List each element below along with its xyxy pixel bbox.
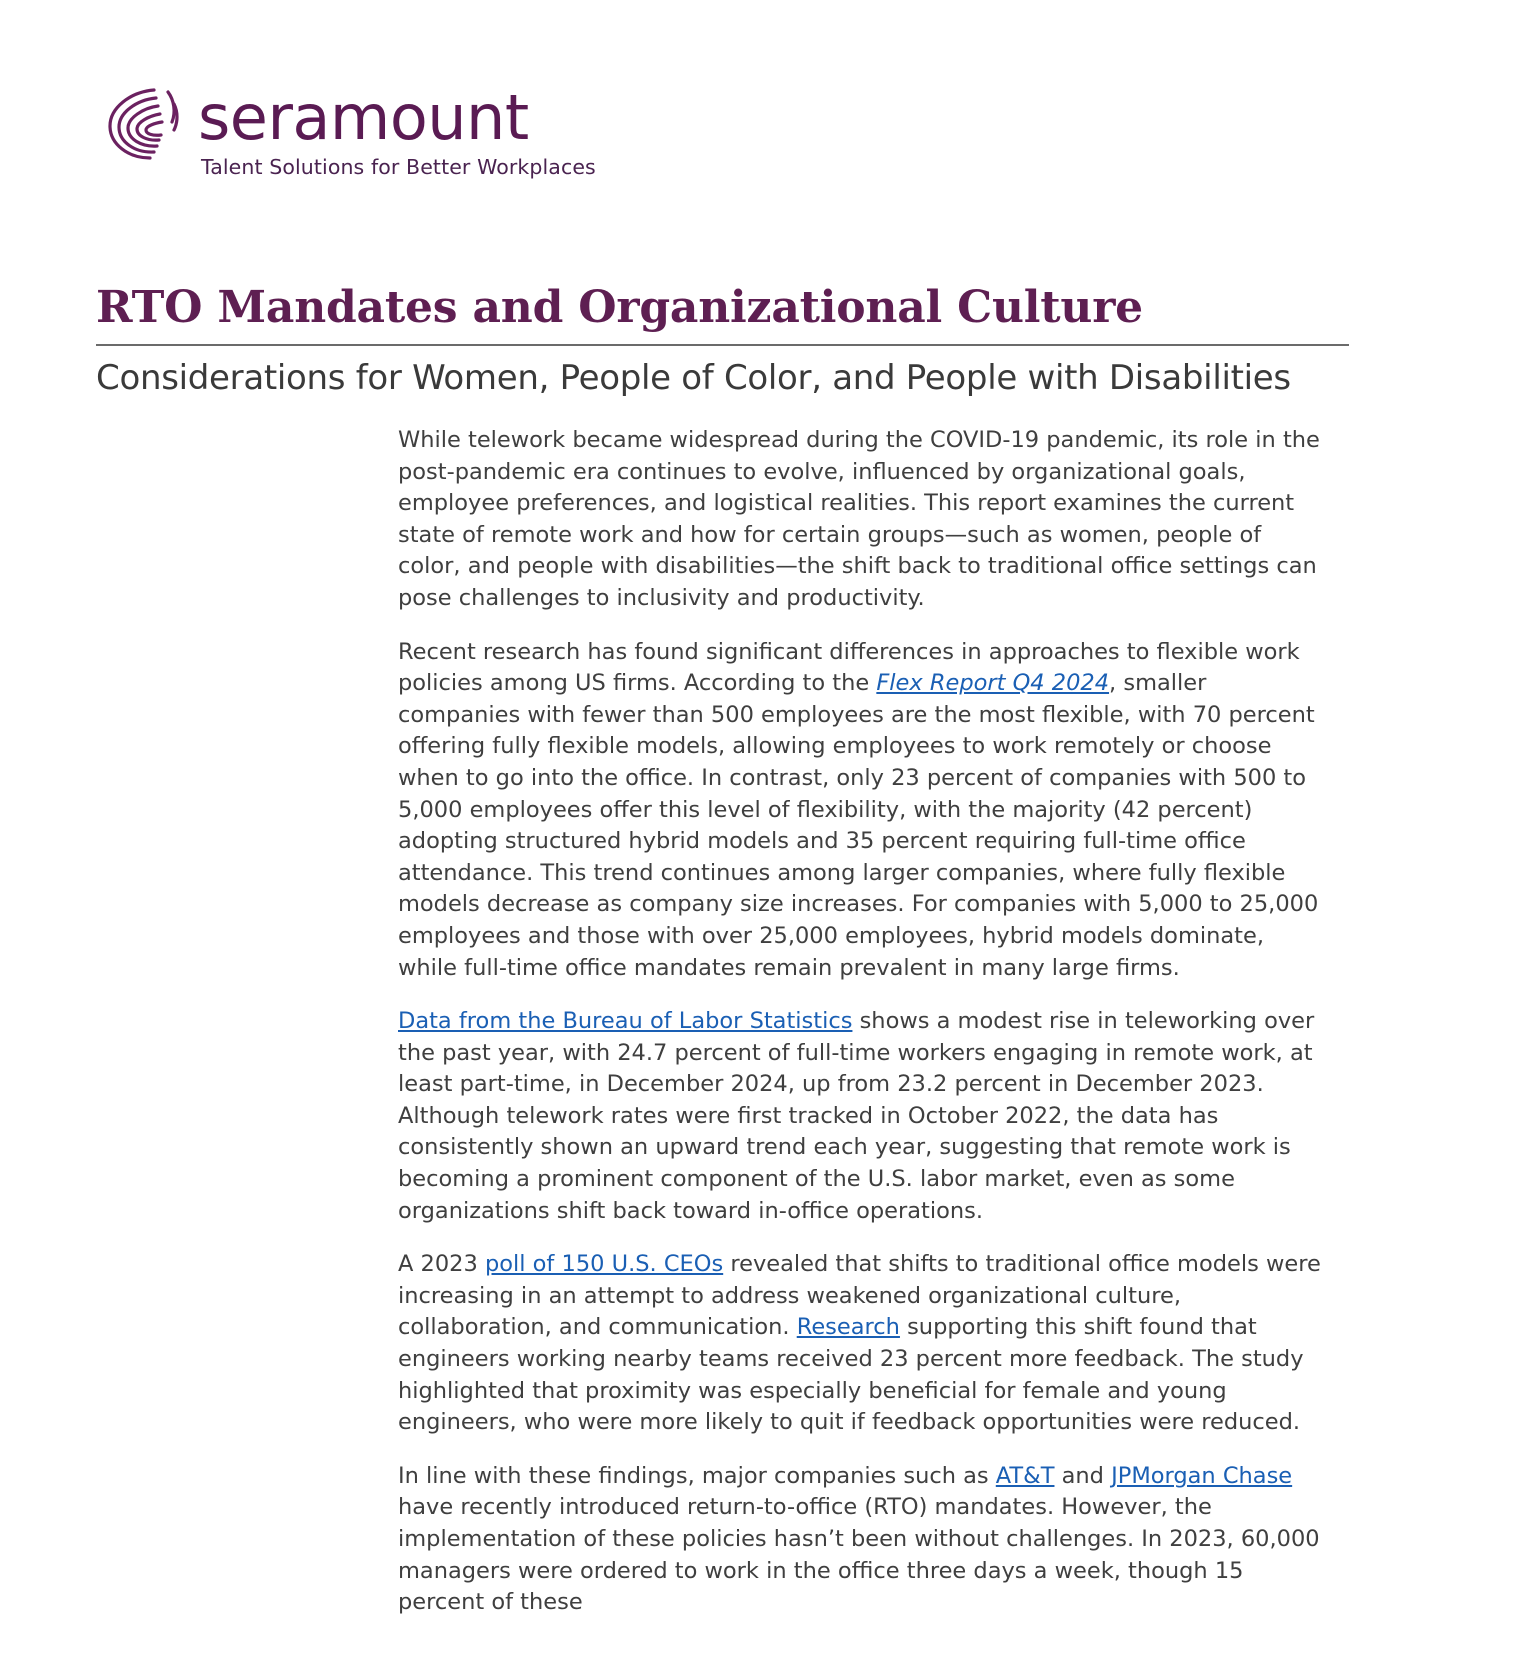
link-att[interactable]: AT&T [995, 1462, 1055, 1489]
title-divider [96, 344, 1349, 346]
paragraph-4-text-c: supporting this shift found that engineers working nearby teams received 23 percent more feedback. The study highlighted that proximity was especially beneficial for female and young engineers, who were more likely to quit if feedback opportunities were reduced. [398, 1314, 1304, 1436]
paragraph-2-text-a: Recent research has found significant differences in approaches to flexible work policies among US firms. According to the [398, 638, 1300, 697]
brand-logo [96, 78, 596, 180]
title-block [96, 280, 1349, 400]
page-title: RTO Mandates and Organizational Culture [96, 282, 1143, 333]
link-flex-report-q4-2024[interactable]: Flex Report Q4 2024 [876, 670, 1110, 697]
paragraph-4-text-b: revealed that shifts to traditional office models were increasing in an attempt to address weakened organizational culture, collaboration, and communication. [398, 1251, 1321, 1341]
paragraph-3-text-b: shows a modest rise in teleworking over the past year, with 24.7 percent of full-time workers engaging in remote work, at least part-time, in December 2024, up from 23.2 percent in December 2023. Although telework rates were first tracked in October 2022, the data has consistently shown an upward trend each year, suggesting that remote work is becoming a prominent component of the U.S. labor market, even as some organizations shift back toward in-office operations. [398, 1008, 1315, 1224]
paragraph-5-text-c: have recently introduced return-to-office (RTO) mandates. However, the implementation of these policies hasn’t been without challenges. In 2023, 60,000 managers were ordered to work in the office three days a week, though 15 percent of these [398, 1494, 1320, 1616]
seramount-swirl-logo-icon [96, 78, 184, 170]
paragraph-1 [398, 425, 1326, 615]
brand-tagline: Talent Solutions for Better Workplaces [201, 155, 596, 179]
link-research[interactable]: Research [796, 1314, 900, 1341]
paragraph-2 [398, 637, 1326, 985]
paragraph-1-text: While telework became widespread during the COVID-19 pandemic, its role in the post-pandemic era continues to evolve, influenced by organizational goals, employee preferences, and logistical realities. This report examines the current state of remote work and how for certain groups—such as women, people of color, and people with disabilities—the shift back to traditional office settings can pose challenges to inclusivity and productivity. [398, 427, 1320, 611]
paragraph-4 [398, 1249, 1326, 1439]
paragraph-2-text-b: , smaller companies with fewer than 500 employees are the most flexible, with 70 percent offering fully flexible models, allowing employees to work remotely or choose when to go into the office. In contrast, only 23 percent of companies with 500 to 5,000 employees offer this level of flexibility, with the majority (42 percent) adopting structured hybrid models and 35 percent requiring full-time office attendance. This trend continues among larger companies, where fully flexible models decrease as company size increases. For companies with 5,000 to 25,000 employees and those with over 25,000 employees, hybrid models dominate, while full-time office mandates remain prevalent in many large firms. [398, 670, 1319, 981]
paragraph-4-text-a: A 2023 [398, 1251, 485, 1278]
body-content [398, 425, 1326, 1619]
brand-wordmark: seramount [198, 81, 529, 154]
paragraph-5 [398, 1461, 1326, 1619]
link-jpmorgan-chase[interactable]: JPMorgan Chase [1111, 1462, 1293, 1489]
paragraph-5-text-b: and [1054, 1462, 1112, 1489]
page-subtitle: Considerations for Women, People of Color, and People with Disabilities [96, 358, 1291, 398]
paragraph-3 [398, 1006, 1326, 1227]
paragraph-5-text-a: In line with these findings, major companies such as [398, 1462, 996, 1489]
link-poll-of-150-us-ceos[interactable]: poll of 150 U.S. CEOs [484, 1251, 724, 1278]
link-bureau-of-labor-statistics[interactable]: Data from the Bureau of Labor Statistics [398, 1008, 853, 1035]
